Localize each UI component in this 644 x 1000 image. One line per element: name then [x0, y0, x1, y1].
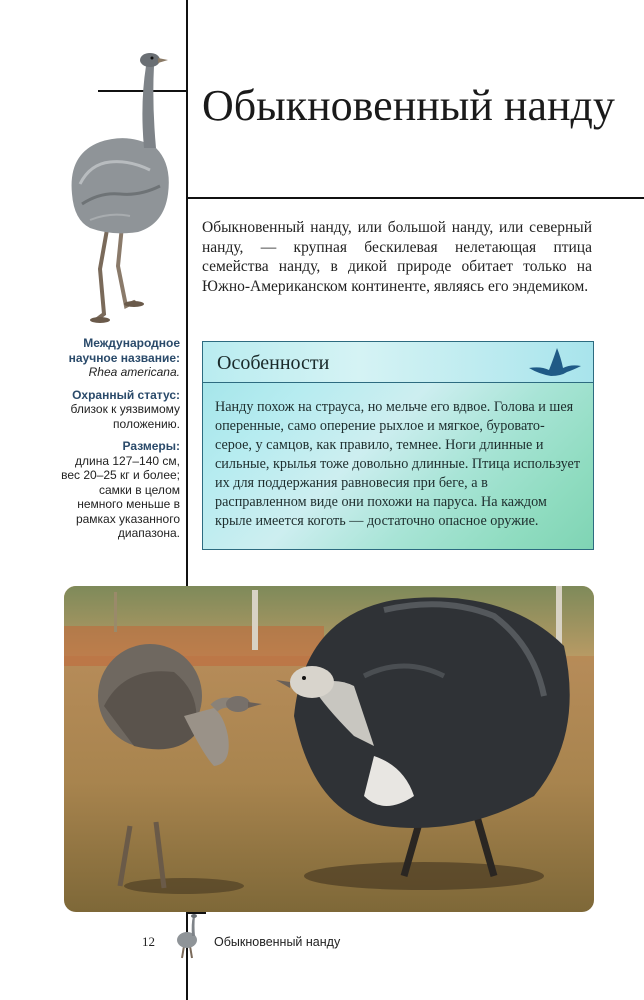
features-box — [202, 341, 594, 550]
page-number: 12 — [142, 934, 155, 949]
rhea-standing-image — [60, 44, 176, 324]
conservation-status-block — [60, 388, 180, 432]
page-title: Обыкновенный нанду — [202, 81, 615, 130]
rhea-photo — [64, 586, 594, 912]
conservation-status-value: близок к уязвимому положению. — [70, 402, 180, 431]
size-value: длина 127–140 см, вес 20–25 кг и более; самки в целом немного меньше в рамках указанного диапазона. — [61, 453, 180, 540]
flying-bird-icon — [527, 346, 583, 378]
scientific-name-value: Rhea americana. — [88, 365, 180, 379]
features-title: Особенности — [217, 352, 330, 374]
running-title: Обыкновенный нанду — [214, 935, 341, 949]
conservation-status-label: Охранный статус: — [72, 387, 180, 402]
size-label: Размеры: — [122, 439, 180, 453]
scientific-name-block — [60, 336, 180, 380]
scientific-name-label: Международное научное название: — [68, 336, 180, 365]
size-block — [60, 439, 180, 541]
features-text: Нанду похож на страуса, но мельче его вдвое. Голова и шея оперенные, само оперение рыхлое и мягкое, буровато-серое, у самцов, как правило, темнее. Ноги длинные и сильные, крылья тоже довольно длинные. Птица использует их для поддержания равновесия при беге, а в расправленном виде они похожи на паруса. На каждом крыле имеется коготь — достаточно опасное оружие. — [215, 399, 581, 529]
rhea-small-icon — [174, 912, 200, 962]
features-header — [203, 342, 593, 383]
intro-paragraph: Обыкновенный нанду, или большой нанду, или северный нанду, — крупная бескилевая нелетающая птица семейства нанду, в дикой природе обитает только на Южно-Американском континенте, являясь его эндемиком. — [202, 219, 592, 295]
fact-sidebar — [60, 336, 180, 549]
title-underline-rule — [186, 197, 644, 199]
